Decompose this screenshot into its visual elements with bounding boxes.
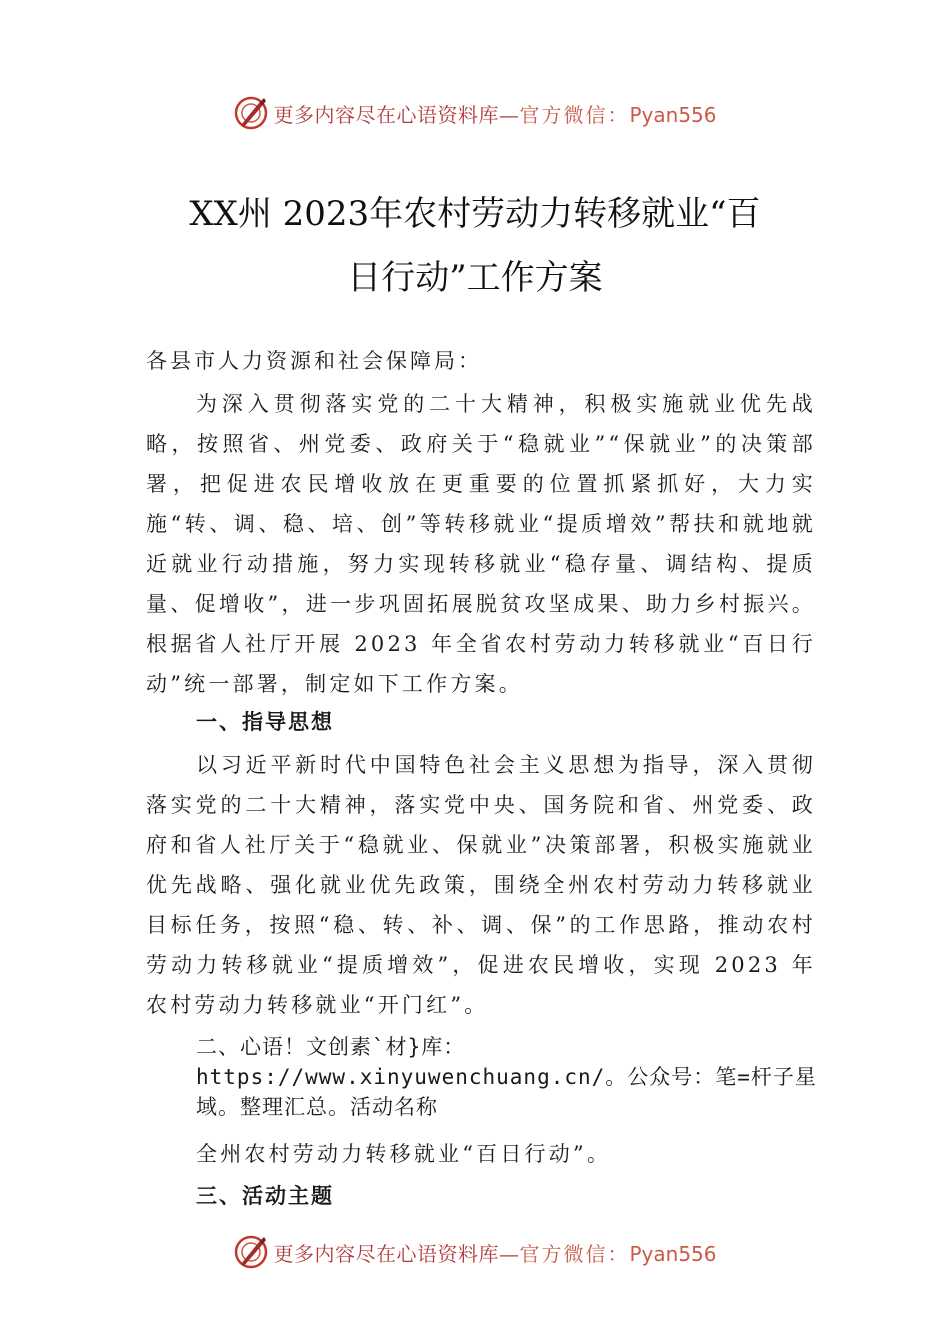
section2-body: 全州农村劳动力转移就业“百日行动”。 [196, 1142, 612, 1166]
section3-heading: 三、活动主题 [196, 1184, 334, 1208]
pen-logo-icon [233, 1234, 269, 1270]
section1-body: 以习近平新时代中国特色社会主义思想为指导，深入贯彻落实党的二十大精神，落实党中央、国务院和省、州党委、政府和省人社厅关于“稳就业、保就业”决策部署，积极实施就业优先战略、强化就业优先政策，围绕全州农村劳动力转移就业目标任务，按照“稳、转、补、调、保”的工作思路，推动农村劳动力转移就业“提质增效”，促进农民增收，实现 2023 年农村劳动力转移就业“开门红”。 [146, 753, 816, 1017]
wechat-label: 官方微信： [519, 102, 630, 127]
salutation: 各县市人力资源和社会保障局： [146, 349, 482, 373]
pen-logo-icon [233, 95, 269, 131]
wechat-id: Pyan556 [629, 102, 717, 127]
banner-wechat [519, 1238, 716, 1267]
banner-text: 更多内容尽在心语资料库— [273, 102, 520, 127]
section2-heading: 二、心语！文创素`材}库：https://www.xinyuwenchuang.cn/。公众号：笔=杆子星域。整理汇总。活动名称 [196, 1035, 817, 1119]
intro-paragraph: 为深入贯彻落实党的二十大精神，积极实施就业优先战略，按照省、州党委、政府关于“稳就业”“保就业”的决策部署，把促进农民增收放在更重要的位置抓紧抓好，大力实施“转、调、稳、培、创”等转移就业“提质增效”帮扶和就地就近就业行动措施，努力实现转移就业“稳存量、调结构、提质量、促增收”，进一步巩固拓展脱贫攻坚成果、助力乡村振兴。根据省人社厅开展 2023 年全省农村劳动力转移就业“百日行动”统一部署，制定如下工作方案。 [146, 392, 816, 696]
header-banner [0, 93, 950, 133]
wechat-id: Pyan556 [629, 1241, 717, 1266]
section1-heading: 一、指导思想 [196, 710, 334, 734]
banner-wechat [519, 99, 716, 128]
footer-banner [0, 1232, 950, 1272]
banner-text: 更多内容尽在心语资料库— [273, 1241, 520, 1266]
document-title-line2: 日行动”工作方案 [347, 258, 603, 298]
wechat-label: 官方微信： [519, 1241, 630, 1266]
document-title-line1: XX州 2023年农村劳动力转移就业“百 [189, 194, 761, 234]
